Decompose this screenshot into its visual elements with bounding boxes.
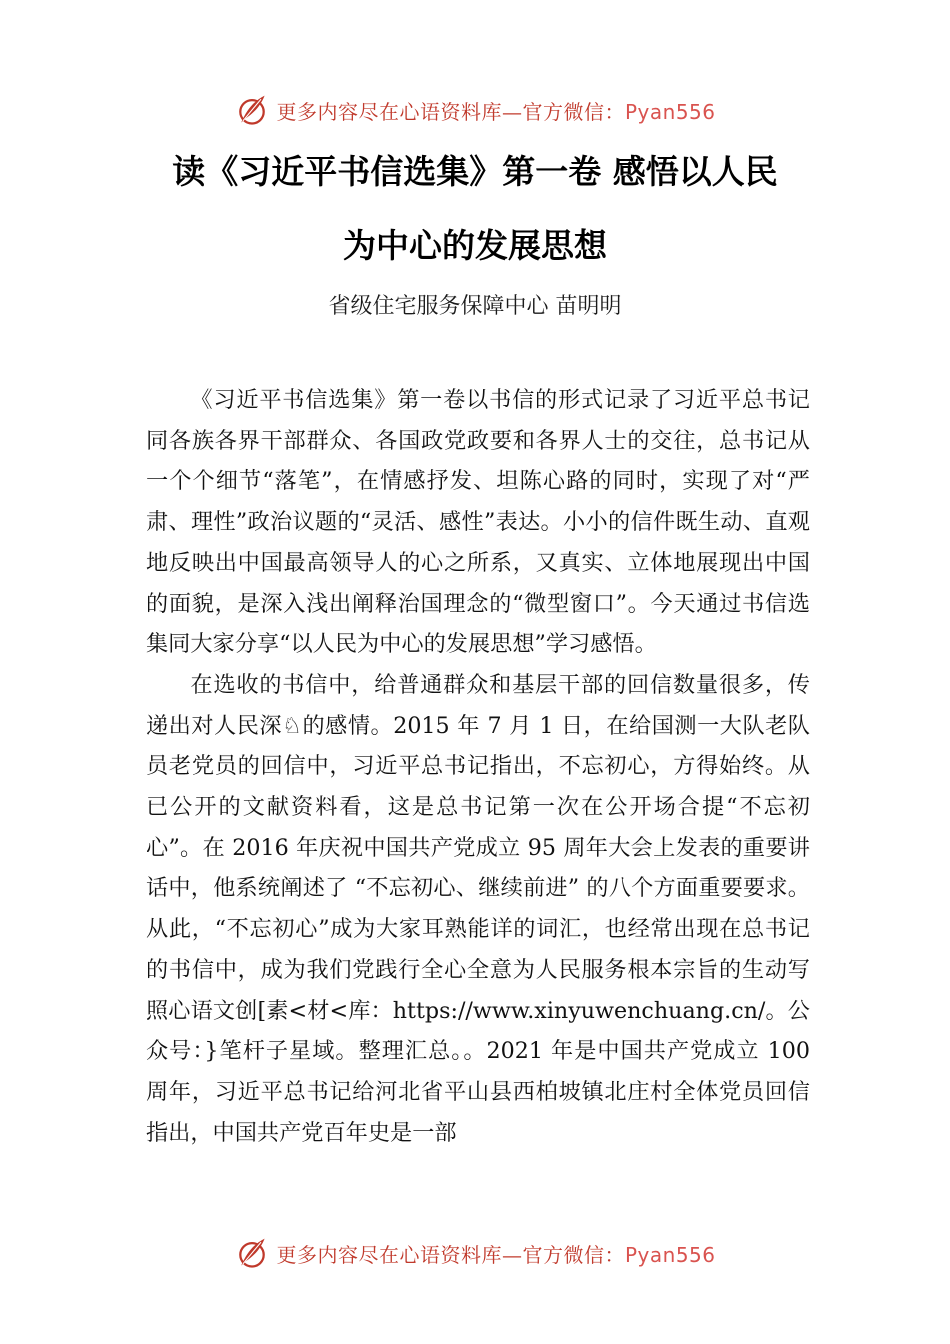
watermark-text: 更多内容尽在心语资料库—官方微信：Pyan556 [276, 99, 716, 124]
watermark-text: 更多内容尽在心语资料库—官方微信：Pyan556 [276, 1242, 716, 1267]
watermark-footer [0, 1233, 950, 1273]
watermark-header [0, 90, 950, 130]
feather-pen-logo-icon [234, 92, 270, 128]
feather-pen-logo-icon [234, 1235, 270, 1271]
document-title-line-1: 读《习近平书信选集》第一卷 感悟以人民 [172, 152, 778, 191]
paragraph: 《习近平书信选集》第一卷以书信的形式记录了习近平总书记同各族各界干部群众、各国政党政要和各界人士的交往，总书记从一个个细节“落笔”，在情感抒发、坦陈心路的同时，实现了对“严肃、理性”政治议题的“灵活、感性”表达。小小的信件既生动、直观地反映出中国最高领导人的心之所系，又真实、立体地展现出中国的面貌，是深入浅出阐释治国理念的“微型窗口”。今天通过书信选集同大家分享“以人民为中心的发展思想”学习感悟。 [146, 387, 810, 658]
author-line: 省级住宅服务保障中心 苗明明 [328, 294, 622, 319]
paragraph: 在选收的书信中，给普通群众和基层干部的回信数量很多，传递出对人民深♘的感情。2015 年 7 月 1 日，在给国测一大队老队员老党员的回信中，习近平总书记指出，不忘初心，方得始终。从已公开的文献资料看，这是总书记第一次在公开场合提“不忘初心”。在 2016 年庆祝中国共产党成立 95 周年大会上发表的重要讲话中，他系统阐述了 “不忘初心、继续前进” 的八个方面重要要求。从此，“不忘初心”成为大家耳熟能详的词汇，也经常出现在总书记的书信中，成为我们党践行全心全意为人民服务根本宗旨的生动写照心语文创[素<材<库：https://www.xinyuwenchuang.cn/。公众号：}笔杆子星域。整理汇总。。2021 年是中国共产党成立 100 周年，习近平总书记给河北省平山县西柏坡镇北庄村全体党员回信指出，中国共产党百年史是一部 [146, 671, 810, 1146]
document-title-line-2: 为中心的发展思想 [343, 226, 607, 265]
article-body [146, 380, 810, 1153]
